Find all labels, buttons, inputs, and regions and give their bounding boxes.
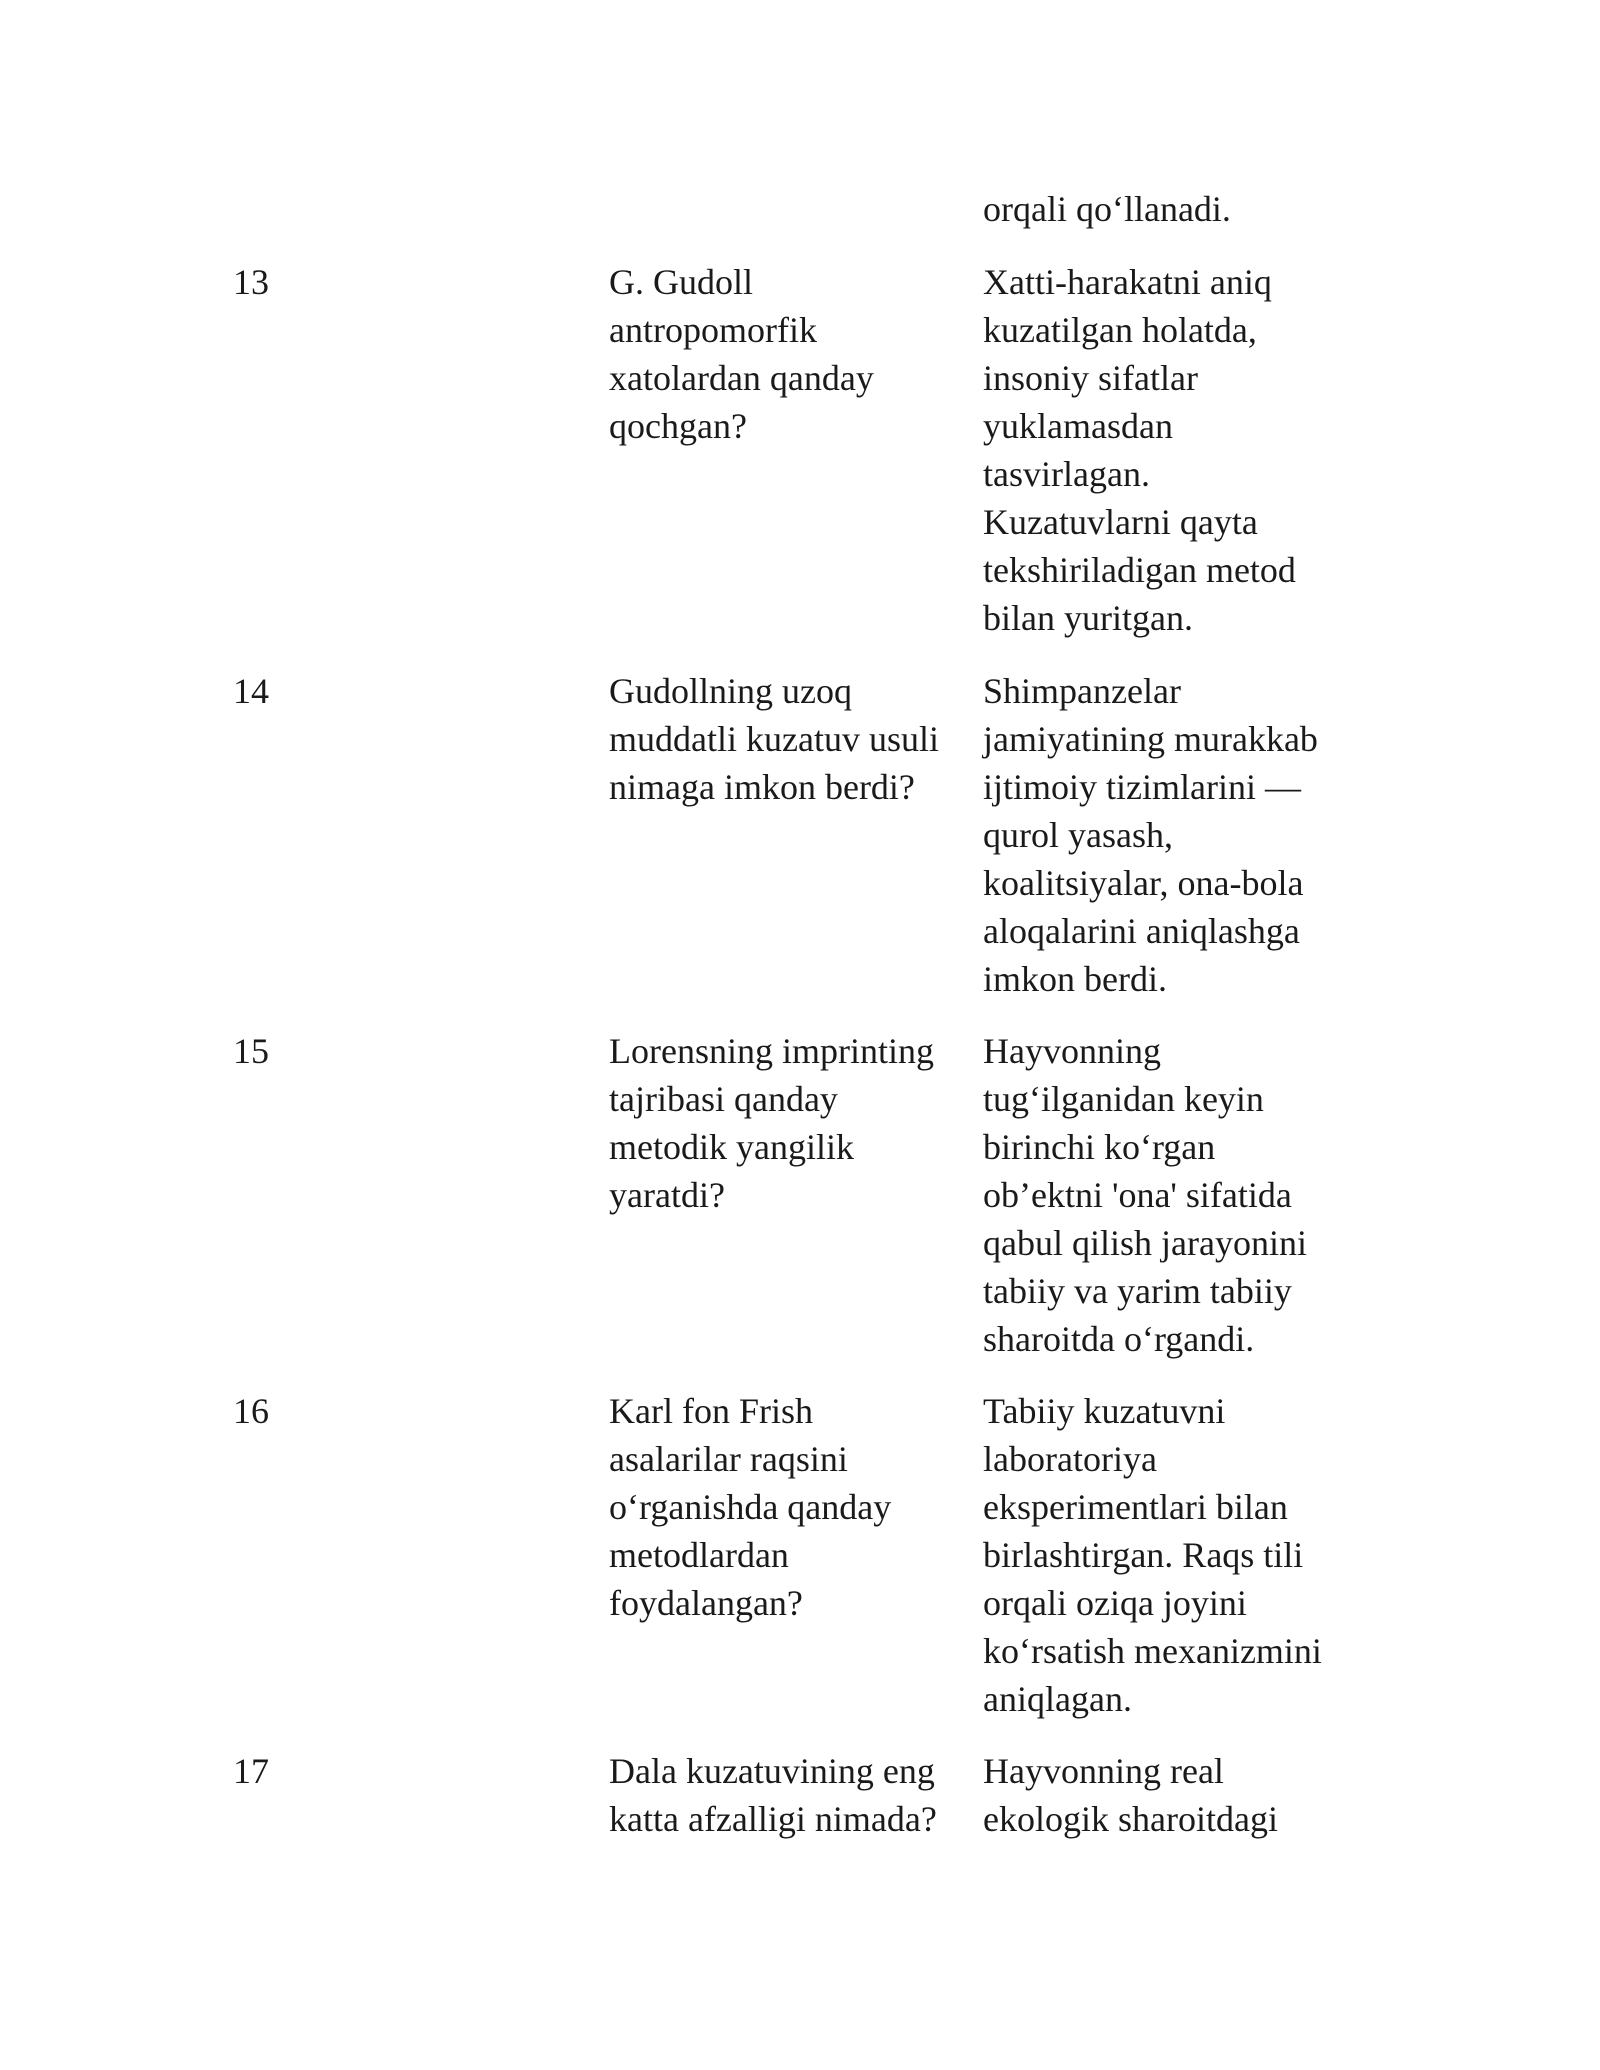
question-cell: Lorensning imprinting tajribasi qanday metodik yangilik yaratdi? <box>609 1031 934 1215</box>
question-cell: Dala kuzatuvining eng katta afzalligi nimada? <box>609 1751 937 1839</box>
question-cell: Gudollning uzoq muddatli kuzatuv usuli nimaga imkon berdi? <box>609 671 939 807</box>
question-cell: G. Gudoll antropomorfik xatolardan qanday qochgan? <box>609 262 874 446</box>
row-number: 15 <box>233 1031 269 1071</box>
question-cell: Karl fon Frish asalarilar raqsini o‘rganishda qanday metodlardan foydalangan? <box>609 1391 892 1623</box>
answer-cell: Shimpanzelar jamiyatining murakkab ijtimoiy tizimlarini — qurol yasash, koalitsiyalar, ona-bola aloqalarini aniqlashga imkon berdi. <box>983 671 1318 999</box>
answer-cell: Xatti-harakatni aniq kuzatilgan holatda, insoniy sifatlar yuklamasdan tasvirlagan. Kuzatuvlarni qayta tekshiriladigan metod bilan yuritgan. <box>983 262 1296 638</box>
answer-cell: Hayvonning real ekologik sharoitdagi <box>983 1751 1278 1839</box>
answer-cell: Hayvonning tug‘ilganidan keyin birinchi ko‘rgan ob’ektni 'ona' sifatida qabul qilish jarayonini tabiiy va yarim tabiiy sharoitda o‘rgandi. <box>983 1031 1307 1359</box>
row-number: 13 <box>233 262 269 302</box>
row-number: 17 <box>233 1751 269 1791</box>
row-number: 14 <box>233 671 269 711</box>
answer-cell: Tabiiy kuzatuvni laboratoriya eksperimentlari bilan birlashtirgan. Raqs tili orqali oziqa joyini ko‘rsatish mexanizmini aniqlagan. <box>983 1391 1322 1719</box>
row-number: 16 <box>233 1391 269 1431</box>
answer-continuation: orqali qo‘llanadi. <box>983 189 1231 229</box>
